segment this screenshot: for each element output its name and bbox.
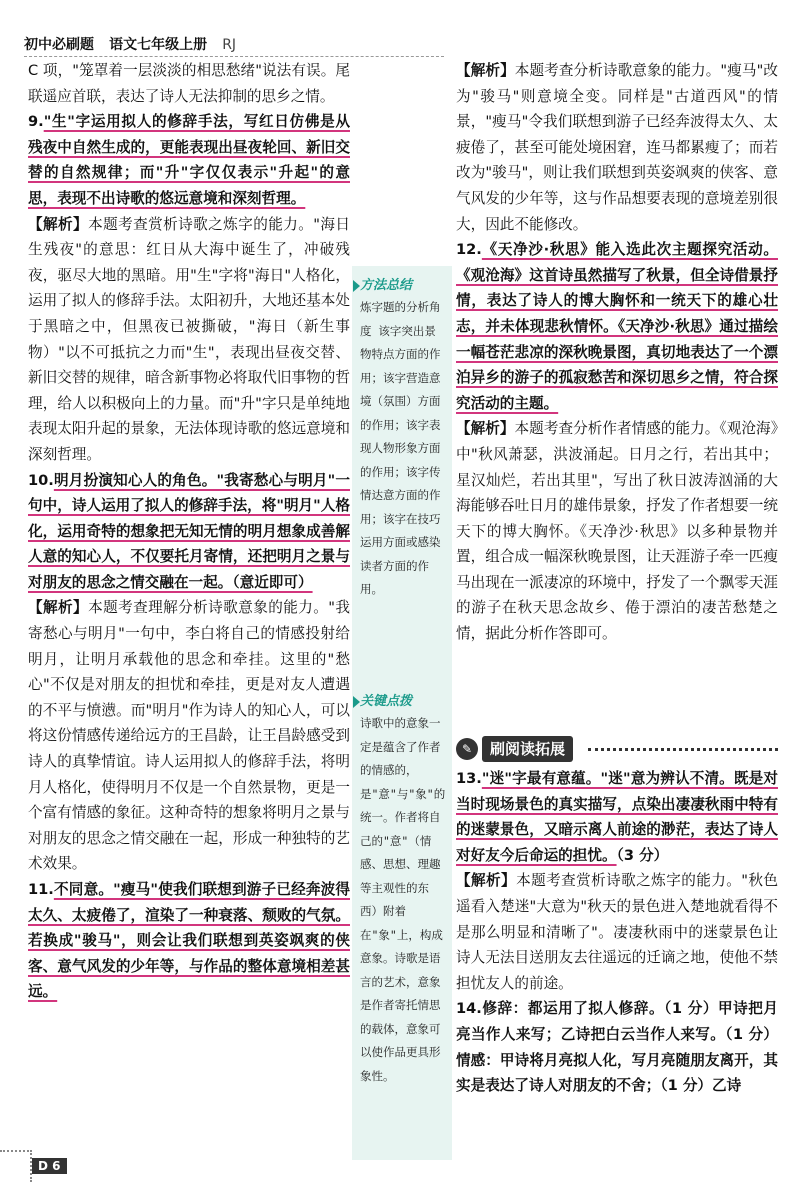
arrow-icon: [353, 696, 360, 708]
left-column: [28, 58, 350, 1005]
score: （3 分）: [616, 846, 669, 864]
right-column: [456, 58, 778, 647]
question-9-answer: [28, 109, 350, 211]
arrow-icon: [353, 280, 360, 292]
key-tip-title: 关键点拨: [360, 694, 413, 709]
subject-title: 语文七年级上册: [109, 37, 208, 53]
question-10-answer: [28, 468, 350, 596]
analysis-text: 本题考查赏析诗歌之炼字的能力。"海日生残夜"的意思：红日从大海中诞生了，冲破残夜，驱尽大地的黑暗。用"生"字将"海日"人格化，运用了拟人的修辞手法。太阳初升，大地还基本处于黑暗之中，但黑夜已被撕破，"海日（新生事物）"以不可抵抗之力而"生"，表现出昼夜交替、新旧交替的规律，暗含新事物必将取代旧事物的哲理，给人以积极向上的力量。而"升"字只是单纯地表现太阳升起的景象，无法体现诗歌的悠远意境和深刻哲理。: [28, 215, 350, 463]
method-summary-title: 方法总结: [360, 278, 413, 293]
question-12-answer: [456, 237, 778, 416]
page-header: [24, 34, 236, 54]
answer-text: 明月扮演知心人的角色。"我寄愁心与明月"一句中，诗人运用了拟人的修辞手法，将"明月"人格化，运用奇特的想象把无知无情的明月想象成善解人意的知心人，不仅要托月寄情，还把明月之景与对朋友的思念之情交融在一起。（意近即可）: [28, 471, 350, 591]
analysis-tag: 【解析】: [456, 872, 517, 890]
question-number: 14.: [456, 1000, 482, 1018]
corner-decoration: [0, 1150, 32, 1182]
analysis-tag: 【解析】: [28, 599, 89, 617]
section-header: [456, 736, 778, 762]
right-column-lower: [456, 766, 778, 1099]
analysis-text: 本题考查分析作者情感的能力。《观沧海》中"秋风萧瑟，洪波涌起。日月之行，若出其中；星汉灿烂，若出其里"，写出了秋日波涛汹涌的大海能够吞吐日月的雄伟景象，抒发了作者想要一统天下的博大胸怀。《天净沙·秋思》以多种景物并置，组合成一幅深秋晚景图，让天涯游子牵一匹瘦马出现在一派凄凉的环境中，抒发了一个飘零天涯的游子在秋天思念故乡、倦于漂泊的凄苦愁楚之情，据此分析作答即可。: [456, 420, 778, 643]
question-number: 10.: [28, 471, 54, 489]
section-divider: [588, 748, 778, 751]
analysis-text: 本题考查赏析诗歌之炼字的能力。"秋色遥看入楚迷"大意为"秋天的景色进入楚地就看得不是那么明显和清晰了"。凄凄秋雨中的迷蒙景色让诗人无法目送朋友去往遥远的迁谪之地，使他不禁担忧友人的前途。: [456, 872, 778, 992]
question-9-analysis: [28, 212, 350, 468]
question-number: 9.: [28, 113, 44, 131]
answer-text: 不同意。"瘦马"使我们联想到游子已经奔波得太久、太疲倦了，渲染了一种衰落、颓败的气氛。若换成"骏马"，则会让我们联想到英姿飒爽的侠客、意气风发的少年等，与作品的整体意境相差甚远。: [28, 881, 350, 1001]
question-number: 13.: [456, 770, 482, 787]
question-13-answer: [456, 766, 778, 868]
analysis-tag: 【解析】: [456, 420, 515, 438]
page-number: D 6: [32, 1158, 67, 1174]
method-summary-text: 炼字题的分析角度 该字突出景物特点方面的作用；该字营造意境（氛围）方面的作用；该字表现人物形象方面的作用；该字传情达意方面的作用；该字在技巧运用方面或感染读者方面的作用。: [360, 300, 441, 596]
header-divider: [24, 56, 444, 57]
analysis-text: 本题考查分析诗歌意象的能力。"瘦马"改为"骏马"则意境全变。同样是"古道西风"的情景，"瘦马"令我们联想到游子已经奔波得太久、太疲倦了，甚至可能处境困窘，连马都累瘦了；而若改为"骏马"，则让我们联想到英姿飒爽的侠客、意气风发的少年等，这与作品想要表现的意境差别很大，因此不能修改。: [456, 62, 778, 233]
edition-label: RJ: [222, 37, 237, 53]
question-number: 12.: [456, 241, 482, 259]
analysis-tag: 【解析】: [28, 215, 89, 233]
analysis-tag: 【解析】: [456, 62, 515, 79]
question-11-analysis: [456, 58, 778, 237]
question-number: 11.: [28, 881, 54, 898]
question-13-analysis: [456, 868, 778, 996]
book-icon: ✎: [456, 738, 478, 760]
answer-text: "生"字运用拟人的修辞手法，写红日仿佛是从残夜中自然生成的，更能表现出昼夜轮回、新旧交替的自然规律；而"升"字仅仅表示"升起"的意思，表现不出诗歌的悠远意境和深刻哲理。: [28, 113, 350, 207]
question-12-analysis: [456, 416, 778, 646]
key-tip-text: 诗歌中的意象一定是蕴含了作者的情感的，是"意"与"象"的统一。作者将自己的"意"（情感、思想、理趣等主观性的东西）附着在"象"上，构成意象。诗歌是语言的艺术，意象是作者寄托情思的载体，意象可以使作品更具形象性。: [360, 716, 446, 1083]
answer-text: "迷"字最有意蕴。"迷"意为辨认不清。既是对当时现场景色的真实描写，点染出凄凄秋雨中特有的迷蒙景色，又暗示离人前途的渺茫，表达了诗人对好友今后命运的担忧。: [456, 770, 778, 864]
question-14-answer: [456, 996, 778, 1098]
answer-text: 修辞：都运用了拟人修辞。（1 分）甲诗把月亮当作人来写；乙诗把白云当作人来写。（1 分）情感：甲诗将月亮拟人化，写月亮随朋友离开，其实是表达了诗人对朋友的不舍；（1 分）乙诗: [456, 1000, 778, 1095]
section-title: 刷阅读拓展: [482, 736, 573, 762]
question-11-answer: [28, 877, 350, 1005]
series-title: 初中必刷题: [24, 37, 94, 53]
analysis-text: 本题考查理解分析诗歌意象的能力。"我寄愁心与明月"一句中，李白将自己的情感投射给明月，让明月承载他的思念和牵挂。这里的"愁心"不仅是对朋友的担忧和牵挂，更是对友人遭遇的不平与愤懑。而"明月"作为诗人的知心人，可以将这份情感传递给远方的王昌龄，让王昌龄感受到诗人的真挚情谊。诗人运用拟人的修辞手法，将明月人格化，使得明月不仅是一个自然景物，更是一个富有情感的象征。这种奇特的想象将明月之景与对朋友的思念之情交融在一起，形成一种独特的艺术效果。: [28, 599, 350, 873]
paragraph-c-option: C 项，"笼罩着一层淡淡的相思愁绪"说法有误。尾联遥应首联，表达了诗人无法抑制的思乡之情。: [28, 62, 350, 105]
question-10-analysis: [28, 595, 350, 877]
answer-text: 《天净沙·秋思》能入选此次主题探究活动。《观沧海》这首诗虽然描写了秋景，但全诗借景抒情，表达了诗人的博大胸怀和一统天下的雄心壮志，并未体现悲秋情怀。《天净沙·秋思》通过描绘一幅苍茫悲凉的深秋晚景图，真切地表达了一个漂泊异乡的游子的孤寂愁苦和深切思乡之情，符合探究活动的主题。: [456, 241, 778, 412]
